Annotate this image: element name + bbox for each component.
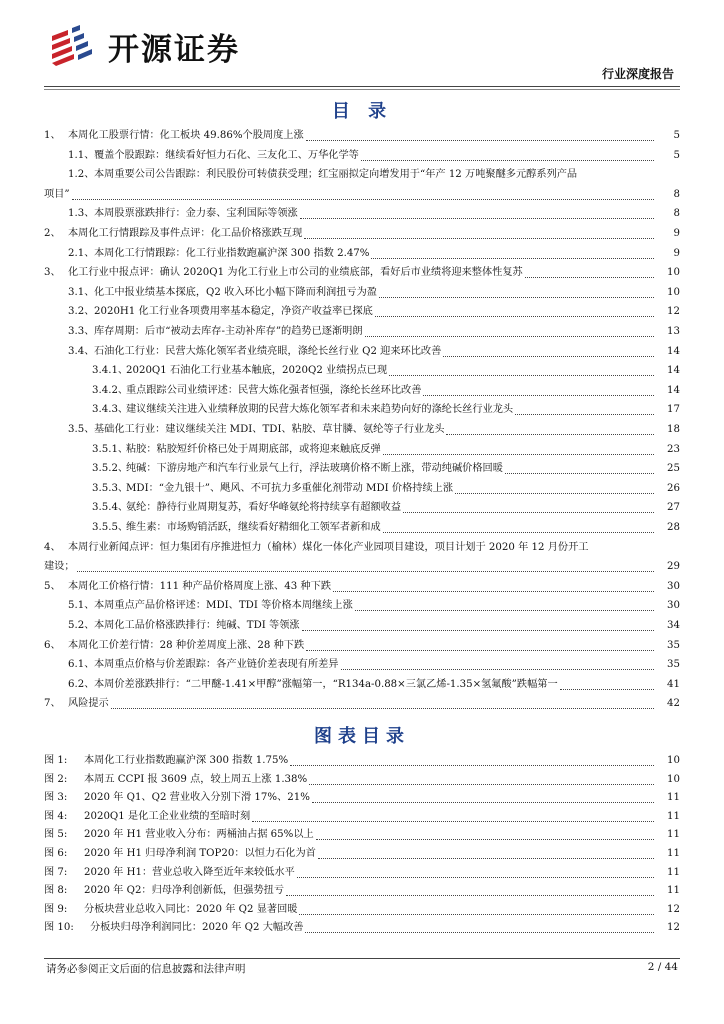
toc-dot-leader <box>505 473 654 474</box>
toc-entry-page: 10 <box>667 286 680 298</box>
toc-entry-page: 23 <box>667 443 680 455</box>
toc-entry-number: 6.2、 <box>68 678 95 690</box>
toc-entry[interactable] <box>44 166 680 184</box>
toc-dot-leader <box>443 356 654 357</box>
toc-entry[interactable] <box>44 421 680 439</box>
toc-dot-leader <box>403 512 654 513</box>
toc-dot-leader <box>455 493 654 494</box>
toc-entry-number: 6.1、 <box>68 659 95 671</box>
figure-entry-number: 图 8: <box>44 885 68 897</box>
toc-dot-leader <box>361 160 654 161</box>
page-number: 2 / 44 <box>647 961 678 973</box>
toc-entry-page: 13 <box>667 326 680 337</box>
toc-entry[interactable] <box>44 637 680 655</box>
toc-entry-number: 3.5、 <box>68 424 95 435</box>
toc-dot-leader <box>333 591 654 592</box>
toc-entry[interactable] <box>44 284 680 302</box>
toc-entry-text: 化工行业中报点评：确认 2020Q1 为化工行业上市公司的业绩底部，看好后市业绩将迎来整体性复苏 <box>68 267 523 279</box>
toc-entry[interactable] <box>44 539 680 557</box>
figure-entry-page: 10 <box>667 755 680 766</box>
toc-dot-leader <box>306 140 654 141</box>
figure-entry[interactable] <box>44 789 680 807</box>
toc-entry-page: 14 <box>667 345 680 357</box>
toc-dot-leader <box>446 434 654 435</box>
toc-entry-text: 化工中报业绩基本探底，Q2 收入环比小幅下降而利润扭亏为盈 <box>94 286 377 298</box>
toc-entry[interactable] <box>44 597 680 615</box>
toc-dot-leader <box>383 532 654 533</box>
toc-entry-number: 5.2、 <box>68 620 95 631</box>
figure-entry-number: 图 4: <box>44 810 68 822</box>
toc-entry-number: 3、 <box>44 267 61 279</box>
toc-entry-text: 建议继续关注进入业绩释放期的民营大炼化领军者和未来趋势向好的涤纶长丝行业龙头 <box>126 404 514 416</box>
logo-mark-icon <box>46 20 104 72</box>
figure-entry[interactable] <box>44 901 680 919</box>
toc-dot-leader <box>515 414 654 415</box>
toc-dot-leader <box>304 238 654 239</box>
figure-entry-number: 图 6: <box>44 848 68 859</box>
toc-entry-text: 风险提示 <box>68 698 109 710</box>
figure-entry-text: 2020 年 H1：营业总收入降至近年来较低水平 <box>84 866 295 878</box>
toc-entry-number: 3.4.3、 <box>92 404 129 416</box>
toc-dot-leader <box>300 218 654 219</box>
figure-entry-number: 图 10: <box>44 922 74 934</box>
toc-dot-leader <box>111 708 654 709</box>
footer-disclaimer: 请务必参阅正文后面的信息披露和法律声明 <box>46 963 246 975</box>
toc-entry[interactable] <box>44 519 680 537</box>
toc-entry[interactable] <box>44 558 680 576</box>
toc-dot-leader <box>302 630 654 631</box>
figure-entry[interactable] <box>44 826 680 844</box>
figure-entry-number: 图 7: <box>44 866 68 878</box>
toc-entry-number: 3.5.2、 <box>92 463 129 475</box>
figure-entry-page: 10 <box>667 773 680 785</box>
figure-entry-number: 图 3: <box>44 792 68 804</box>
toc-entry-page: 25 <box>667 463 680 475</box>
toc-entry-number: 5、 <box>44 580 61 592</box>
figure-entry-text: 本周化工行业指数跑赢沪深 300 指数 1.75% <box>84 755 289 766</box>
toc-dot-leader <box>341 669 655 670</box>
toc-entry[interactable] <box>44 695 680 713</box>
figure-dot-leader <box>316 839 654 840</box>
toc-dot-leader <box>423 395 654 396</box>
toc-dot-leader <box>365 336 654 337</box>
toc-entry-text: 维生素：市场购销活跃，继续看好精细化工领军者新和成 <box>126 522 381 533</box>
toc-dot-leader <box>72 199 654 200</box>
toc-entry[interactable] <box>44 245 680 263</box>
toc-entry-page: 26 <box>667 482 680 494</box>
toc-entry[interactable] <box>44 264 680 282</box>
toc-entry[interactable] <box>44 186 680 204</box>
figures-toc-title: 图表目录 <box>314 726 410 747</box>
toc-entry[interactable] <box>44 441 680 459</box>
toc-entry[interactable] <box>44 401 680 419</box>
toc-entry-number: 2.1、 <box>68 247 95 259</box>
logo-text: 开源证券 <box>108 31 240 68</box>
figure-dot-leader <box>252 821 654 822</box>
toc-entry-text: 本周化工行情跟踪及事件点评：化工品价格涨跌互现 <box>68 228 303 239</box>
toc-entry[interactable] <box>44 205 680 223</box>
toc-entry-text: 本周行业新闻点评：恒力集团有序推进恒力（榆林）煤化一体化产业园项目建设，项目计划于 2020 年 12 月份开工 <box>68 541 589 553</box>
toc-entry[interactable] <box>44 460 680 478</box>
toc-entry-text: 氨纶：静待行业周期复苏，看好华峰氨纶将持续享有超额收益 <box>126 502 402 514</box>
toc-entry-number: 1、 <box>44 130 61 141</box>
toc-entry-page: 9 <box>673 247 680 259</box>
toc-entry-number: 5.1、 <box>68 600 95 612</box>
figure-entry[interactable] <box>44 752 680 770</box>
toc-entry-text: 库存周期：后市“被动去库存-主动补库存”的趋势已逐渐明朗 <box>94 326 363 337</box>
toc-dot-leader <box>383 454 654 455</box>
toc-entry-page: 8 <box>673 208 680 220</box>
toc-dot-leader <box>379 297 654 298</box>
toc-entry-number: 3.5.4、 <box>92 502 129 514</box>
toc-entry-number: 1.1、 <box>68 149 95 161</box>
toc-entry-text: 本周重点价格与价差跟踪：各产业链价差表现有所差异 <box>94 659 339 671</box>
toc-entry-text: MDI：“金九银十”、飓风、不可抗力多重催化剂带动 MDI 价格持续上涨 <box>126 482 454 494</box>
toc-entry-page: 35 <box>667 639 680 651</box>
toc-entry[interactable] <box>44 499 680 517</box>
toc-entry-page: 42 <box>667 698 680 710</box>
toc-entry-text: 本周化工价差行情：28 种价差周度上涨、28 种下跌 <box>68 639 305 651</box>
toc-entry-number: 4、 <box>44 541 61 553</box>
header-divider <box>44 86 680 87</box>
page-header <box>0 0 724 90</box>
toc-entry-number: 1.3、 <box>68 208 95 220</box>
toc-entry-page: 34 <box>667 620 680 631</box>
figure-dot-leader <box>309 784 654 785</box>
toc-entry-number: 3.2、 <box>68 306 95 318</box>
toc-entry[interactable] <box>44 127 680 145</box>
toc-entry-page: 35 <box>667 659 680 671</box>
toc-entry[interactable] <box>44 382 680 400</box>
figure-dot-leader <box>318 858 654 859</box>
toc-entry-number: 7、 <box>44 698 61 710</box>
toc-dot-leader <box>77 571 654 572</box>
toc-entry-text: 石油化工行业：民营大炼化领军者业绩亮眼，涤纶长丝行业 Q2 迎来环比改善 <box>94 345 442 357</box>
toc-entry-text: 建设； <box>44 561 75 573</box>
toc-entry-page: 30 <box>667 600 680 612</box>
figure-entry[interactable] <box>44 845 680 863</box>
toc-entry-page: 12 <box>667 306 680 318</box>
figure-entry-page: 12 <box>667 903 680 915</box>
figure-entry-text: 本周五 CCPI 报 3609 点，较上周五上涨 1.38% <box>84 773 308 785</box>
toc-entry-number: 1.2、 <box>68 169 95 181</box>
toc-entry-text: 重点跟踪公司业绩评述：民营大炼化强者恒强，涤纶长丝环比改善 <box>126 384 422 396</box>
toc-entry-page: 10 <box>667 267 680 279</box>
toc-title: 目 录 <box>331 101 393 122</box>
toc-dot-leader <box>355 610 654 611</box>
toc-dot-leader <box>375 316 654 317</box>
toc-entry-text: 本周重要公司公告跟踪：利民股份可转债获受理；红宝丽拟定向增发用于“年产 12 万吨聚醚多元醇系列产品 <box>94 169 578 181</box>
figure-entry-page: 11 <box>667 829 680 841</box>
toc-entry-number: 6、 <box>44 639 61 651</box>
figure-entry-text: 2020 年 H1 归母净利润 TOP20：以恒力石化为首 <box>84 848 316 859</box>
toc-dot-leader <box>389 375 654 376</box>
figure-dot-leader <box>305 932 654 933</box>
toc-entry[interactable] <box>44 323 680 341</box>
toc-entry[interactable] <box>44 147 680 165</box>
document-type-label: 行业深度报告 <box>601 67 674 81</box>
figure-entry-page: 11 <box>667 792 680 804</box>
figure-entry-text: 2020 年 Q2：归母净利创新低，但强势扭亏 <box>84 885 285 897</box>
toc-entry[interactable] <box>44 676 680 694</box>
figure-dot-leader <box>299 914 654 915</box>
figure-entry[interactable] <box>44 808 680 826</box>
toc-entry-page: 28 <box>667 522 680 533</box>
toc-entry-text: 本周化工行情跟踪：化工行业指数跑赢沪深 300 指数 2.47% <box>94 247 370 259</box>
toc-dot-leader <box>371 258 654 259</box>
figure-entry-text: 2020Q1 是化工企业业绩的至暗时刻 <box>84 810 251 822</box>
figure-entry-number: 图 9: <box>44 903 68 915</box>
figure-entry-number: 图 2: <box>44 773 68 785</box>
figure-entry[interactable] <box>44 771 680 789</box>
toc-entry-text: 项目” <box>44 188 70 200</box>
toc-entry-number: 3.4、 <box>68 345 95 357</box>
toc-entry-number: 3.3、 <box>68 326 95 337</box>
toc-entry-page: 41 <box>667 678 680 690</box>
toc-entry-page: 30 <box>667 580 680 592</box>
toc-entry-page: 5 <box>673 130 680 141</box>
toc-entry[interactable] <box>44 343 680 361</box>
toc-entry-page: 5 <box>673 149 680 161</box>
figure-entry-text: 2020 年 Q1、Q2 营业收入分别下滑 17%、21% <box>84 792 310 804</box>
figure-entry-number: 图 5: <box>44 829 68 841</box>
toc-entry-page: 17 <box>667 404 680 416</box>
figure-entry-page: 11 <box>667 810 680 822</box>
toc-entry-number: 3.4.2、 <box>92 384 129 396</box>
toc-entry-text: 2020Q1 石油化工行业基本触底，2020Q2 业绩拐点已现 <box>126 365 388 377</box>
figure-entry-page: 11 <box>667 885 680 897</box>
figure-entry-text: 分板块营业总收入同比：2020 年 Q2 显著回暖 <box>84 903 298 915</box>
toc-entry-number: 3.5.5、 <box>92 522 129 533</box>
toc-entry-text: 2020H1 化工行业各项费用率基本稳定，净资产收益率已探底 <box>94 306 373 318</box>
figure-entry[interactable] <box>44 882 680 900</box>
header-divider-thin <box>44 89 680 90</box>
toc-entry-text: 基础化工行业：建议继续关注 MDI、TDI、粘胶、草甘膦、氨纶等子行业龙头 <box>94 424 445 435</box>
toc-entry-text: 覆盖个股跟踪：继续看好恒力石化、三友化工、万华化学等 <box>94 149 359 161</box>
footer-divider <box>44 958 680 959</box>
toc-entry-number: 3.4.1、 <box>92 365 129 377</box>
figure-entry-text: 分板块归母净利润同比：2020 年 Q2 大幅改善 <box>90 922 304 934</box>
figure-dot-leader <box>297 877 654 878</box>
figure-entry[interactable] <box>44 919 680 937</box>
toc-entry-number: 3.5.3、 <box>92 482 129 494</box>
toc-entry-page: 9 <box>673 228 680 239</box>
toc-entry-number: 2、 <box>44 228 61 239</box>
figure-entry-page: 11 <box>667 848 680 859</box>
toc-entry-text: 本周股票涨跌排行：金力泰、宝利国际等领涨 <box>94 208 298 220</box>
toc-entry-text: 粘胶：粘胶短纤价格已处于周期底部，或将迎来触底反弹 <box>126 443 381 455</box>
toc-entry-page: 27 <box>667 502 680 514</box>
toc-entry-text: 本周化工价格行情：111 种产品价格周度上涨、43 种下跌 <box>68 580 332 592</box>
figure-entry[interactable] <box>44 864 680 882</box>
toc-entry-page: 29 <box>667 561 680 573</box>
company-logo <box>46 20 240 72</box>
toc-entry-text: 本周化工品价格涨跌排行：纯碱、TDI 等领涨 <box>94 620 300 631</box>
toc-entry-text: 纯碱：下游房地产和汽车行业景气上行，浮法玻璃价格不断上涨，带动纯碱价格回暖 <box>126 463 503 475</box>
toc-entry[interactable] <box>44 656 680 674</box>
toc-dot-leader <box>525 277 654 278</box>
toc-entry-page: 14 <box>667 365 680 377</box>
toc-entry-text: 本周价差涨跌排行：“二甲醚-1.41×甲醇”涨幅第一，“R134a-0.88×三氯乙烯-1.35×氢氟酸”跌幅第一 <box>94 678 558 690</box>
toc-dot-leader <box>560 689 654 690</box>
figure-dot-leader <box>312 802 654 803</box>
figure-entry-text: 2020 年 H1 营业收入分布：两桶油占据 65%以上 <box>84 829 314 841</box>
toc-entry-number: 3.5.1、 <box>92 443 129 455</box>
toc-entry-page: 8 <box>673 188 680 200</box>
figure-entry-page: 12 <box>667 922 680 934</box>
figure-dot-leader <box>286 895 654 896</box>
toc-entry[interactable] <box>44 617 680 635</box>
toc-entry-text: 本周重点产品价格评述：MDI、TDI 等价格本周继续上涨 <box>94 600 353 612</box>
toc-entry[interactable] <box>44 480 680 498</box>
toc-entry-text: 本周化工股票行情：化工板块 49.86%个股周度上涨 <box>68 130 304 141</box>
figure-entry-page: 11 <box>667 866 680 878</box>
toc-entry-number: 3.1、 <box>68 286 95 298</box>
figure-entry-number: 图 1: <box>44 755 68 766</box>
toc-entry[interactable] <box>44 303 680 321</box>
toc-entry[interactable] <box>44 578 680 596</box>
toc-entry[interactable] <box>44 225 680 243</box>
toc-dot-leader <box>306 650 654 651</box>
figure-dot-leader <box>290 765 654 766</box>
toc-entry-page: 14 <box>667 384 680 396</box>
toc-entry[interactable] <box>44 362 680 380</box>
toc-entry-page: 18 <box>667 424 680 435</box>
